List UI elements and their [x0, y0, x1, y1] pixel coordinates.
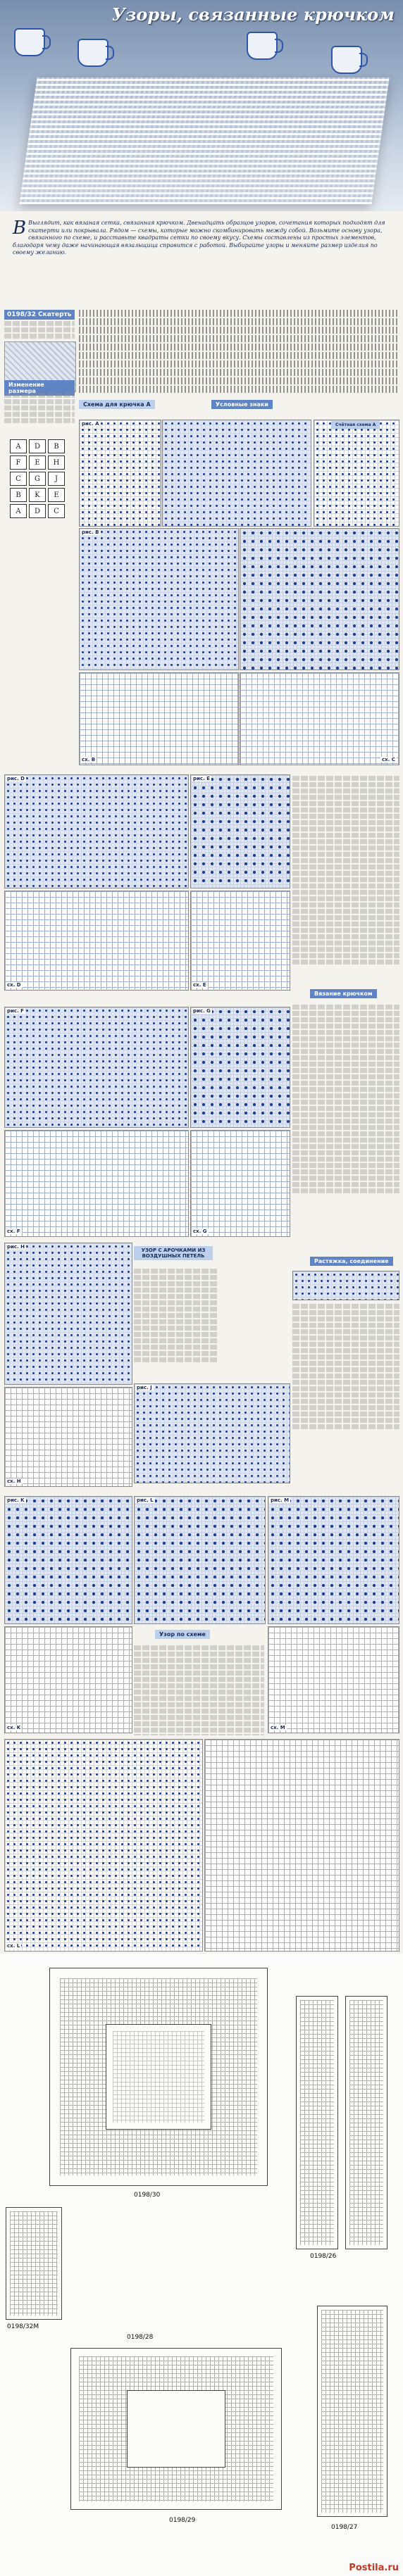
pattern-grid: [4, 1739, 203, 1952]
page-title: Узоры, связанные крючком: [111, 4, 395, 25]
right-lower-mesh: [321, 2310, 383, 2513]
pattern-grid: [204, 1739, 399, 1952]
letter-cell: F: [10, 455, 27, 470]
drop-cap: В: [13, 218, 27, 239]
side-mesh: [10, 2211, 58, 2316]
pattern-grid: [162, 420, 311, 527]
panel-label: рис. M: [271, 1497, 290, 1503]
pattern-grid: [4, 1496, 132, 1624]
pattern-grid: [190, 774, 290, 888]
panel-label: рис. L: [137, 1497, 154, 1503]
arches-text: [134, 1267, 218, 1380]
lace-tablecloth-image: [19, 77, 389, 204]
intro-text: Выглядит, как вязаная сетка, связанная крючком. Двенадцать образцов узоров, сочетания которых подходят для скатерти или покрывала. Рядом — схемы, которые можно скомбинировать между собой. Возьмите основу узора, связанного по схеме, и расставьте квадраты сетки по своему вкусу. Схемы составлены из простых элементов, благодаря чему даже начинающая вязальщица справится с работой. Выбирайте узоры и меняйте размер изделия по своему желанию.: [13, 220, 385, 256]
panel-label: рис. G: [193, 1008, 211, 1014]
pattern-grid: [4, 1243, 132, 1385]
teacup-icon: [247, 32, 278, 60]
pattern-grid: [79, 672, 239, 765]
teacup-icon: [331, 46, 362, 74]
letter-cell: A: [10, 504, 27, 518]
letter-cell: G: [29, 472, 46, 486]
letter-cell: K: [29, 488, 46, 502]
pattern-grid: [240, 672, 399, 765]
crochet-text: [292, 1003, 399, 1236]
diagram-label: 0198/28: [127, 2334, 154, 2341]
letter-cell: E: [48, 488, 65, 502]
panel-label: сх. L: [7, 1943, 20, 1949]
pattern-grid: [79, 420, 161, 527]
stretch-header: Растяжка, соединение: [310, 1257, 393, 1266]
pattern-grid: [134, 1383, 290, 1483]
pattern-scheme-text: [134, 1644, 264, 1735]
letter-cell: D: [29, 504, 46, 518]
panel-label: сх. K: [7, 1725, 21, 1730]
assembly-diagram: [0, 1954, 403, 2576]
strip-mesh: [300, 2000, 334, 2245]
pattern-grid: [268, 1496, 399, 1624]
teacup-icon: [14, 28, 45, 56]
pattern-grid: [190, 891, 290, 991]
letter-cell: A: [10, 439, 27, 453]
pattern-grid: [4, 1007, 189, 1128]
panel-label: рис. K: [7, 1497, 25, 1503]
pattern-scheme-header: Узор по схеме: [155, 1630, 210, 1639]
diagram-label: 0198/30: [134, 2192, 161, 2199]
panel-label: сх. H: [7, 1478, 21, 1484]
instructions-text: [292, 774, 399, 986]
pattern-grid: [4, 1626, 132, 1733]
teacup-icon: [78, 39, 108, 67]
layout-letter-grid: [10, 439, 66, 518]
panel-label: рис. F: [7, 1008, 24, 1014]
panel-label: рис. J: [137, 1385, 152, 1390]
section-change-size: Изменение размера: [4, 380, 75, 396]
pattern-arches-header: УЗОР С АРОЧКАМИ ИЗ ВОЗДУШНЫХ ПЕТЕЛЬ: [134, 1246, 213, 1260]
panel-label: рис. B: [82, 529, 99, 535]
pattern-grid: [240, 528, 399, 670]
letter-cell: C: [48, 504, 65, 518]
pattern-grid: [314, 420, 399, 527]
pattern-grid: [190, 1007, 290, 1128]
pattern-grid: [79, 528, 239, 670]
panel-label: сх. D: [7, 982, 21, 988]
text-line: [4, 321, 75, 326]
stretch-photo: [292, 1271, 399, 1300]
diagram-label: 0198/29: [169, 2517, 196, 2524]
pattern-grid: [134, 1496, 266, 1624]
panel-label: сх. F: [7, 1229, 20, 1234]
strip-mesh: [349, 2000, 383, 2245]
letter-cell: H: [48, 455, 65, 470]
lower-center: [127, 2390, 225, 2468]
diagram-label: 0198/32M: [7, 2323, 39, 2330]
pattern-grid: [190, 1130, 290, 1237]
panel-label: сх. M: [271, 1725, 285, 1730]
panel-label: сх. E: [193, 982, 206, 988]
watermark: Postila.ru: [349, 2563, 399, 2573]
hero-photo: [0, 0, 403, 211]
intro-paragraph: [13, 220, 390, 303]
panel-label: рис. A: [82, 421, 99, 427]
letter-cell: D: [29, 439, 46, 453]
panel-label: сх. C: [382, 757, 395, 762]
letter-cell: B: [10, 488, 27, 502]
pattern-grid: [4, 891, 189, 991]
pattern-grid: [268, 1626, 399, 1733]
diagram-label: 0198/27: [331, 2524, 358, 2531]
article-code: 0198/32 Скатерть: [4, 310, 75, 320]
panel-label: сх. G: [193, 1229, 207, 1234]
center-mesh: [113, 2031, 204, 2123]
pattern-grid: [4, 1130, 189, 1237]
panel-label: рис. H: [7, 1244, 25, 1250]
letter-cell: J: [48, 472, 65, 486]
panel-label: рис. E: [193, 776, 210, 781]
letter-cell: C: [10, 472, 27, 486]
diagram-label: 0198/26: [310, 2253, 337, 2260]
legend-label: Условные знаки: [211, 400, 273, 409]
pattern-grid: [4, 774, 189, 888]
letter-cell: E: [29, 455, 46, 470]
panel-label: сх. B: [82, 757, 96, 762]
text-line: [4, 327, 75, 332]
crochet-header: Вязание крючком: [310, 989, 377, 998]
letter-cell: B: [48, 439, 65, 453]
stretch-text: [292, 1302, 399, 1457]
scheme-a-label: Схема для крючка A: [79, 400, 155, 409]
count-scheme-label: Счётная схема A: [331, 421, 380, 429]
change-size-text: [4, 391, 75, 434]
teacups-decoration: [0, 21, 403, 77]
panel-label: рис. D: [7, 776, 25, 781]
pattern-grid: [4, 1387, 132, 1487]
text-line: [4, 334, 75, 339]
